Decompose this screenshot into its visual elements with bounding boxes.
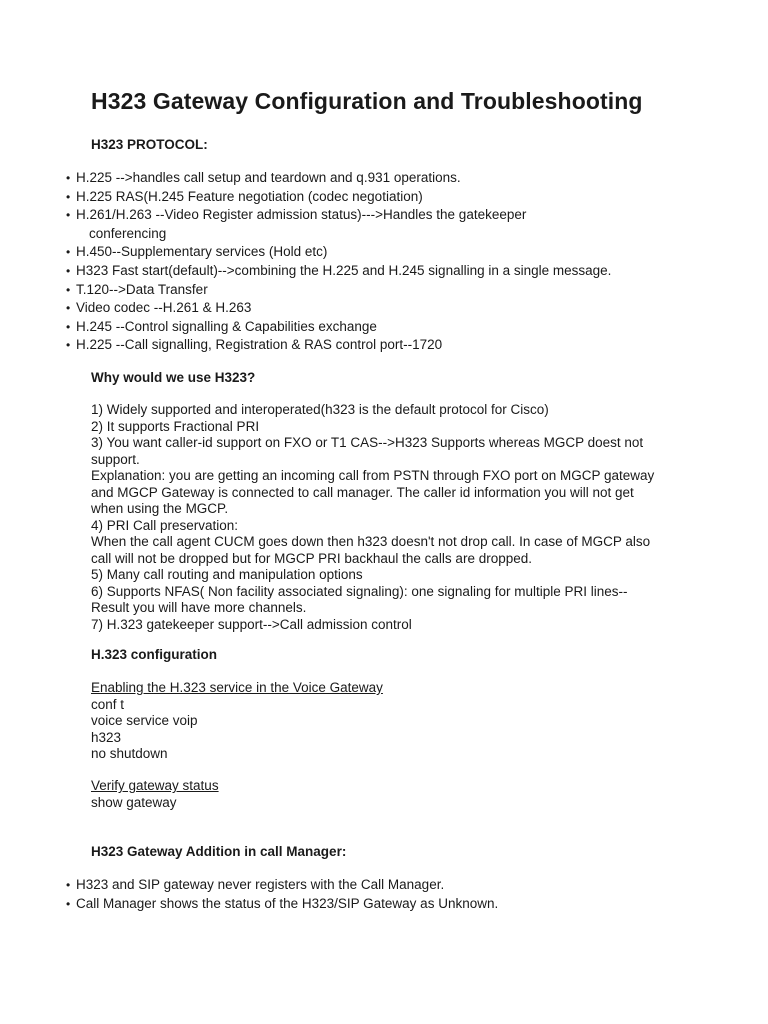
list-item — [66, 895, 498, 914]
list-item-text: H.225 --Call signalling, Registration & RAS control port--1720 — [76, 337, 443, 353]
list-item-text: H323 Fast start(default)-->combining the H.225 and H.245 signalling in a single message. — [76, 262, 612, 278]
list-item-text: H323 and SIP gateway never registers with the Call Manager. — [76, 877, 445, 892]
list-item-text: H.225 RAS(H.245 Feature negotiation (codec negotiation) — [76, 188, 423, 204]
paragraph-line: support. — [91, 451, 140, 467]
document-title: H323 Gateway Configuration and Troubleshooting — [91, 88, 643, 114]
paragraph-line: 7) H.323 gatekeeper support-->Call admission control — [91, 616, 412, 632]
list-item-text: T.120-->Data Transfer — [76, 281, 208, 297]
config-command-line: no shutdown — [91, 746, 168, 761]
section-heading-configuration: H.323 configuration — [91, 647, 218, 662]
list-item — [66, 876, 498, 895]
list-item — [66, 169, 611, 188]
config-command-line: h323 — [91, 729, 122, 745]
list-item — [66, 299, 611, 318]
list-item — [66, 262, 611, 281]
paragraph-line: 2) It supports Fractional PRI — [91, 418, 260, 434]
paragraph-line: and MGCP Gateway is connected to call manager. The caller id information you will not get — [91, 484, 634, 500]
paragraph-line: Result you will have more channels. — [91, 600, 307, 615]
paragraph-line: Explanation: you are getting an incoming call from PSTN through FXO port on MGCP gateway — [91, 468, 655, 483]
config-command-line: show gateway — [91, 794, 177, 810]
gateway-addition-bullet-list — [66, 876, 498, 913]
list-item — [66, 243, 611, 262]
paragraph-line: 6) Supports NFAS( Non facility associated signaling): one signaling for multiple PRI lines-- — [91, 583, 628, 599]
paragraph-line: 1) Widely supported and interoperated(h323 is the default protocol for Cisco) — [91, 402, 549, 417]
section-heading-protocol: H323 PROTOCOL: — [91, 137, 208, 152]
list-item-continuation: conferencing — [89, 225, 167, 241]
config-command-line: conf t — [91, 696, 125, 712]
list-item-text: H.450--Supplementary services (Hold etc) — [76, 244, 328, 260]
list-item — [66, 281, 611, 300]
verify-gateway-block — [91, 778, 219, 811]
section-heading-gateway-addition: H323 Gateway Addition in call Manager: — [91, 844, 347, 859]
section-heading-why-h323: Why would we use H323? — [91, 370, 256, 385]
list-item-text: Video codec --H.261 & H.263 — [76, 300, 252, 316]
config-command-line: voice service voip — [91, 713, 198, 728]
paragraph-line: call will not be dropped but for MGCP PRI backhaul the calls are dropped. — [91, 550, 532, 566]
paragraph-line: 4) PRI Call preservation: — [91, 517, 239, 533]
list-item — [66, 188, 611, 207]
list-item-text: Call Manager shows the status of the H323/SIP Gateway as Unknown. — [76, 895, 499, 911]
list-item-text: H.261/H.263 --Video Register admission status)--->Handles the gatekeeper — [76, 207, 527, 223]
paragraph-line: 5) Many call routing and manipulation options — [91, 567, 363, 582]
list-item — [66, 336, 611, 355]
protocol-bullet-list — [66, 169, 611, 355]
paragraph-line: When the call agent CUCM goes down then h323 doesn't not drop call. In case of MGCP also — [91, 534, 651, 549]
list-item-text: H.245 --Control signalling & Capabilities exchange — [76, 318, 377, 334]
enable-h323-subtitle: Enabling the H.323 service in the Voice Gateway — [91, 680, 383, 695]
enable-h323-block — [91, 680, 383, 763]
list-item — [66, 206, 611, 243]
why-h323-paragraph — [91, 402, 654, 633]
paragraph-line: when using the MGCP. — [91, 501, 229, 516]
list-item — [66, 318, 611, 337]
paragraph-line: 3) You want caller-id support on FXO or T1 CAS-->H323 Supports whereas MGCP doest not — [91, 435, 644, 450]
verify-gateway-subtitle: Verify gateway status — [91, 778, 219, 793]
list-item-text: H.225 -->handles call setup and teardown and q.931 operations. — [76, 170, 461, 185]
